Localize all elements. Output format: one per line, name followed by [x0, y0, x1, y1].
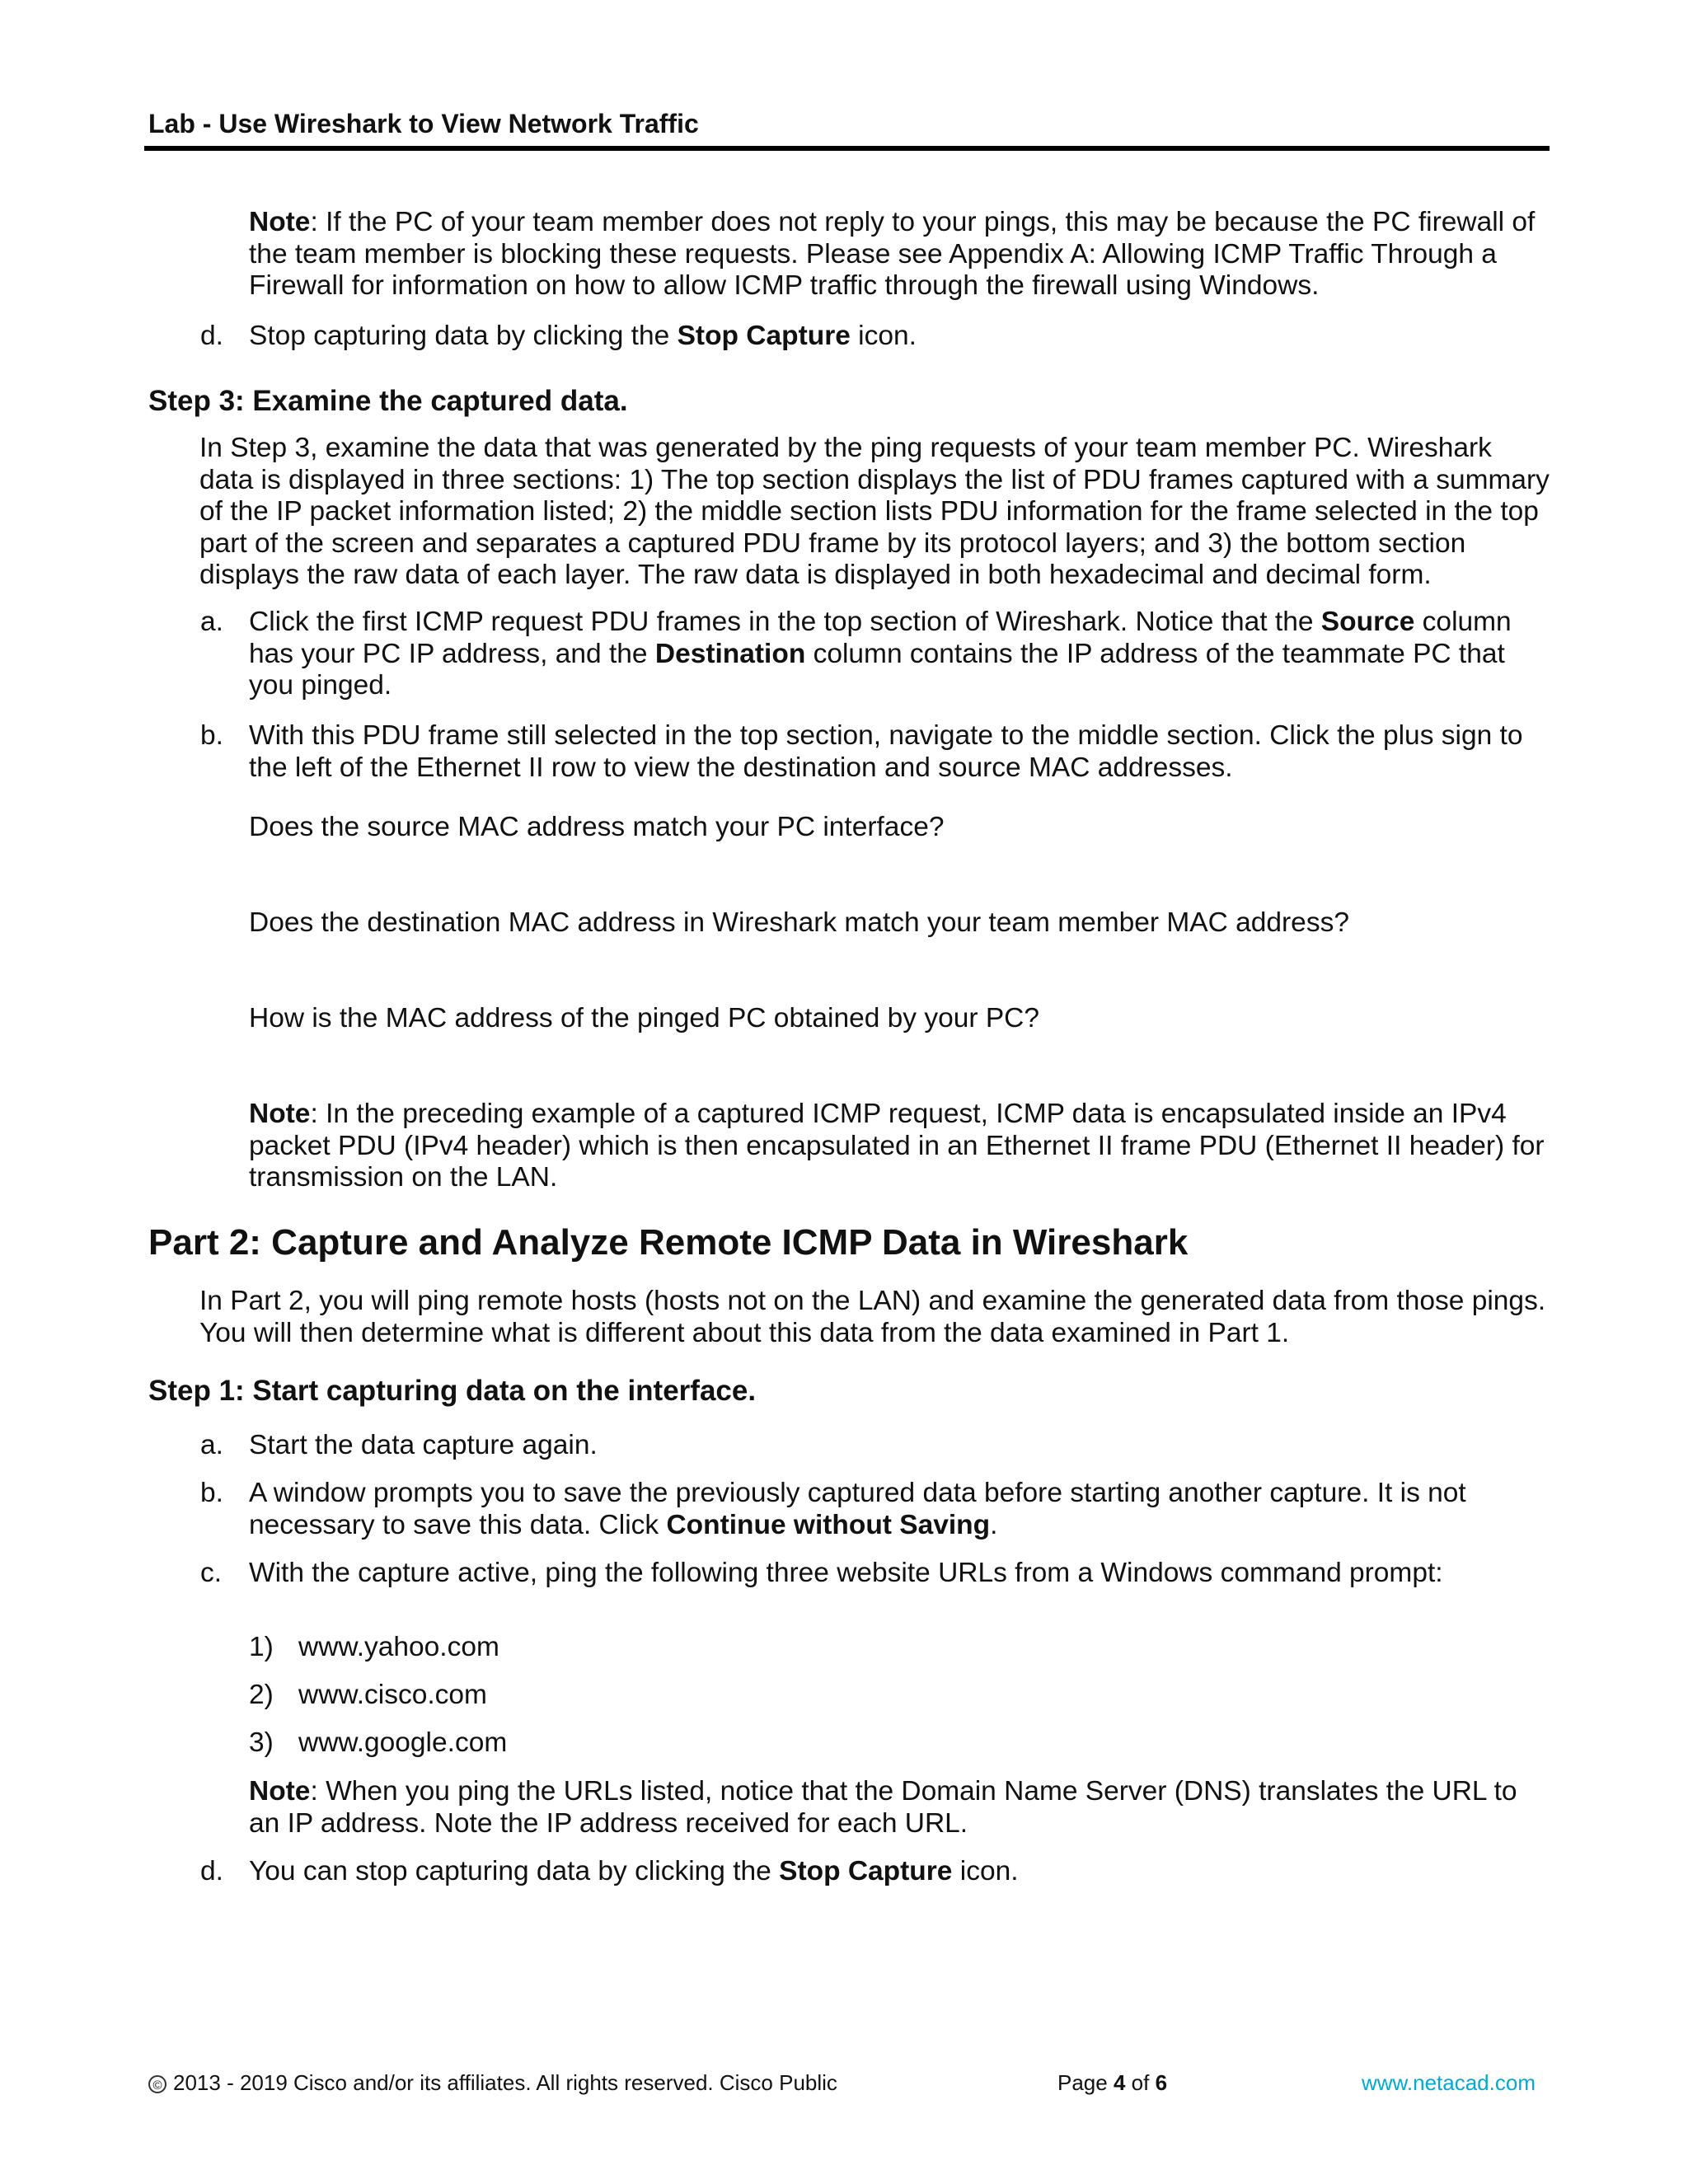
- page-of: of: [1125, 2070, 1156, 2095]
- item-bold: Stop Capture: [677, 321, 851, 351]
- url-number: 1): [249, 1632, 274, 1662]
- list-item-select-icmp: [249, 607, 1551, 702]
- step3-heading: Step 3: Examine the captured data.: [148, 385, 628, 417]
- item-text: column has your PC IP address, and the: [249, 607, 1512, 669]
- footer-copyright: [148, 2070, 837, 2096]
- copyright-icon: ©: [148, 2075, 166, 2093]
- footer-page-number: [1057, 2070, 1167, 2096]
- list-item-stop-capture: [249, 321, 1551, 353]
- url-item: www.google.com: [298, 1727, 508, 1758]
- item-text: .: [990, 1509, 998, 1540]
- url-number: 3): [249, 1727, 274, 1758]
- url-number: 2): [249, 1680, 274, 1710]
- list-marker-b: b.: [200, 1478, 223, 1508]
- list-marker-c: c.: [200, 1558, 223, 1588]
- item-text: Click the first ICMP request PDU frames in the top section of Wireshark. Notice that the: [249, 607, 1321, 637]
- note-dns: [249, 1776, 1551, 1840]
- list-marker-d: d.: [200, 321, 223, 351]
- list-item-ping-urls: With the capture active, ping the following three website URLs from a Windows command prompt:: [249, 1558, 1443, 1588]
- page-label: Page: [1057, 2070, 1114, 2095]
- step1-heading: Step 1: Start capturing data on the interface.: [148, 1375, 757, 1407]
- list-marker-a: a.: [200, 1430, 223, 1460]
- item-bold: Source: [1320, 607, 1415, 637]
- page-current: 4: [1113, 2070, 1126, 2095]
- item-text: Stop capturing data by clicking the: [249, 321, 678, 351]
- item-text: icon.: [952, 1856, 1019, 1886]
- note-label: Note: [249, 1776, 311, 1807]
- list-item-ethernet: With this PDU frame still selected in the top section, navigate to the middle section. Click the plus sign to the left of the Ethernet II row to view the destination and source MAC addresses.: [249, 720, 1523, 783]
- question-source-mac: Does the source MAC address match your PC interface?: [249, 812, 945, 842]
- url-item: www.cisco.com: [298, 1680, 487, 1710]
- question-destination-mac: Does the destination MAC address in Wireshark match your team member MAC address?: [249, 907, 1349, 938]
- item-bold: Stop Capture: [779, 1856, 953, 1886]
- note-text: : When you ping the URLs listed, notice that the Domain Name Server (DNS) translates the URL to an IP address. Note the IP address received for each URL.: [249, 1776, 1517, 1839]
- note-label: Note: [249, 1099, 311, 1129]
- note-text: : In the preceding example of a captured ICMP request, ICMP data is encapsulated inside an IPv4 packet PDU (IPv4 header) which is then encapsulated in an Ethernet II frame PDU (Ethernet II header) for transmission on the LAN.: [249, 1099, 1545, 1193]
- document-header-title: Lab - Use Wireshark to View Network Traffic: [148, 109, 699, 138]
- item-text: A window prompts you to save the previously captured data before starting another capture. It is not necessary to save this data. Click: [249, 1478, 1466, 1540]
- step3-intro: In Step 3, examine the data that was generated by the ping requests of your team member PC. Wireshark data is displayed in three sections: 1) The top section displays the list of PDU frames captured with a summary of the IP packet information listed; 2) the middle section lists PDU information for the frame selected in the top part of the screen and separates a captured PDU frame by its protocol layers; and 3) the bottom section displays the raw data of each layer. The raw data is displayed in both hexadecimal and decimal form.: [199, 433, 1550, 590]
- footer-website-link[interactable]: [1362, 2070, 1536, 2096]
- part2-heading: Part 2: Capture and Analyze Remote ICMP Data in Wireshark: [148, 1222, 1189, 1263]
- header-divider: [144, 146, 1550, 151]
- note-label: Note: [249, 207, 311, 237]
- item-bold: Destination: [654, 638, 806, 669]
- copyright-text: 2013 - 2019 Cisco and/or its affiliates. All rights reserved. Cisco Public: [173, 2070, 837, 2095]
- item-text: icon.: [850, 321, 917, 351]
- part2-intro: In Part 2, you will ping remote hosts (hosts not on the LAN) and examine the generated data from those pings. You will then determine what is different about this data from the data examined in Part 1.: [199, 1286, 1546, 1348]
- note-firewall: [249, 207, 1551, 302]
- item-text: column contains the IP address of the teammate PC that you pinged.: [249, 638, 1505, 701]
- list-marker-a: a.: [200, 607, 223, 637]
- note-text: : If the PC of your team member does not reply to your pings, this may be because the PC firewall of the team member is blocking these requests. Please see Appendix A: Allowing ICMP Traffic Through a Firewall for information on how to allow ICMP traffic through the firewall using Windows.: [249, 207, 1536, 301]
- list-item-save-prompt: [249, 1478, 1551, 1541]
- question-mac-obtained: How is the MAC address of the pinged PC obtained by your PC?: [249, 1003, 1039, 1033]
- list-marker-b: b.: [200, 720, 223, 751]
- item-bold: Continue without Saving: [666, 1509, 991, 1540]
- url-item: www.yahoo.com: [298, 1632, 499, 1662]
- website-link-text[interactable]: www.netacad.com: [1362, 2070, 1536, 2095]
- page-total: 6: [1155, 2070, 1168, 2095]
- note-encapsulation: [249, 1099, 1551, 1194]
- list-item-start-capture: Start the data capture again.: [249, 1430, 598, 1460]
- item-text: You can stop capturing data by clicking the: [249, 1856, 780, 1886]
- list-item-stop-capture: [249, 1856, 1551, 1888]
- list-marker-d: d.: [200, 1856, 223, 1886]
